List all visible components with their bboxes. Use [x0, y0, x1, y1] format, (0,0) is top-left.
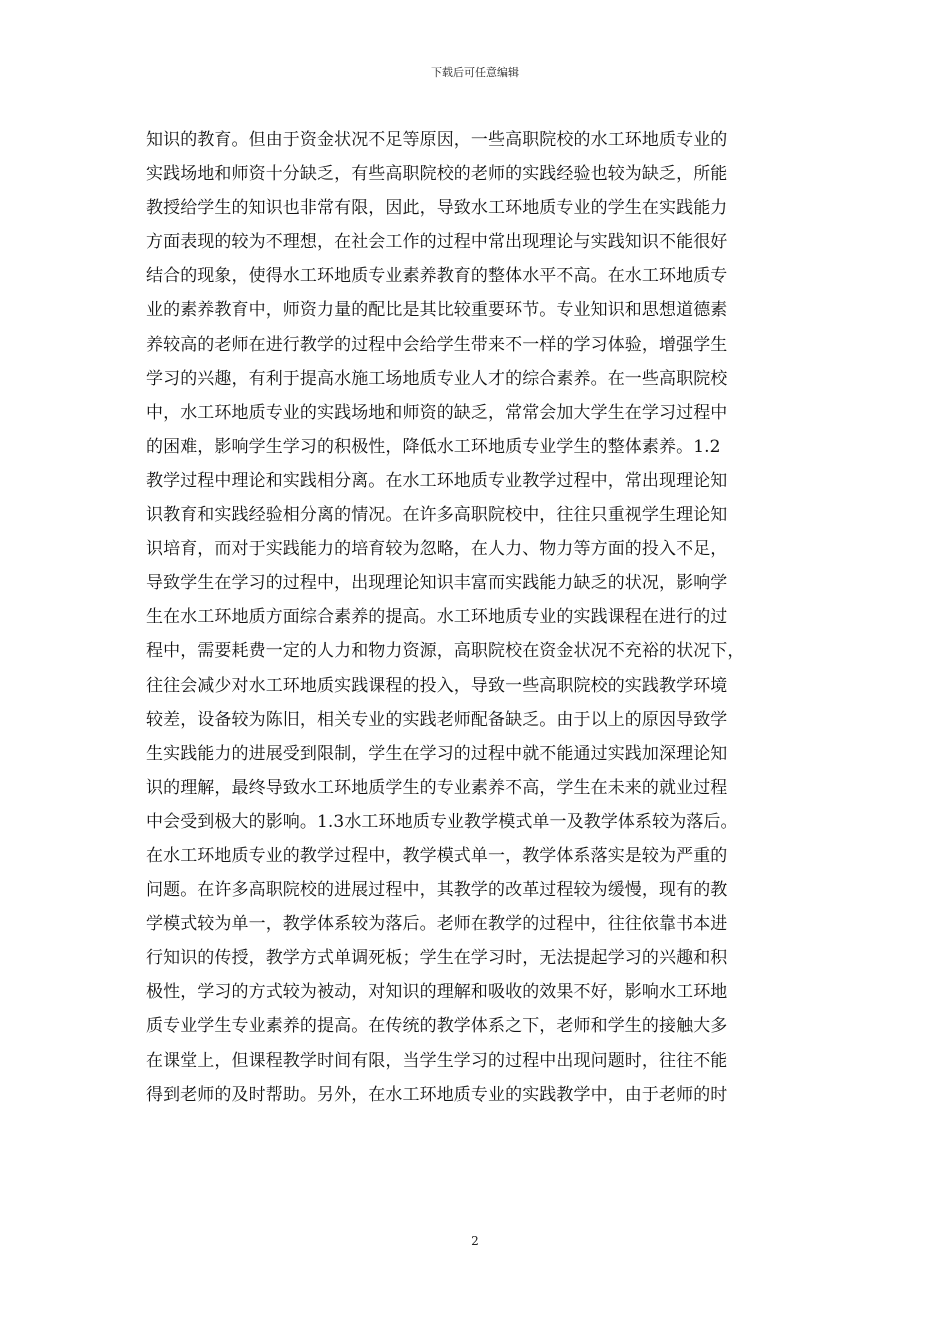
body-line: 实践场地和师资十分缺乏，有些高职院校的老师的实践经验也较为缺乏，所能: [146, 164, 728, 185]
body-line: 学模式较为单一，教学体系较为落后。老师在教学的过程中，往往依靠书本进: [146, 914, 728, 935]
body-line: 问题。在许多高职院校的进展过程中，其教学的改革过程较为缓慢，现有的教: [146, 880, 728, 901]
body-line: 方面表现的较为不理想，在社会工作的过程中常出现理论与实践知识不能很好: [146, 232, 728, 253]
body-line: 中，水工环地质专业的实践场地和师资的缺乏，常常会加大学生在学习过程中: [146, 402, 728, 423]
body-line: 生实践能力的进展受到限制，学生在学习的过程中就不能通过实践加深理论知: [146, 743, 728, 764]
body-line: 的困难，影响学生学习的积极性，降低水工环地质专业学生的整体素养。1.2: [146, 436, 721, 457]
body-line: 知识的教育。但由于资金状况不足等原因，一些高职院校的水工环地质专业的: [146, 130, 728, 150]
body-line: 在水工环地质专业的教学过程中，教学模式单一，教学体系落实是较为严重的: [146, 845, 728, 866]
body-line: 结合的现象，使得水工环地质专业素养教育的整体水平不高。在水工环地质专: [146, 266, 728, 287]
body-line: 养较高的老师在进行教学的过程中会给学生带来不一样的学习体验，增强学生: [146, 334, 728, 355]
body-line: 导致学生在学习的过程中，出现理论知识丰富而实践能力缺乏的状况，影响学: [146, 573, 728, 594]
body-line: 中会受到极大的影响。1.3水工环地质专业教学模式单一及教学体系较为落后。: [146, 811, 738, 832]
body-line: 较差，设备较为陈旧，相关专业的实践老师配备缺乏。由于以上的原因导致学: [146, 709, 728, 730]
body-line: 程中，需要耗费一定的人力和物力资源，高职院校在资金状况不充裕的状况下，: [146, 641, 745, 662]
body-line: 行知识的传授，教学方式单调死板；学生在学习时，无法提起学习的兴趣和积: [146, 948, 728, 969]
body-line: 极性，学习的方式较为被动，对知识的理解和吸收的效果不好，影响水工环地: [146, 982, 728, 1003]
body-line: 生在水工环地质方面综合素养的提高。水工环地质专业的实践课程在进行的过: [146, 607, 728, 628]
body-line: 识教育和实践经验相分离的情况。在许多高职院校中，往往只重视学生理论知: [146, 505, 728, 526]
document-body: [146, 123, 806, 1112]
page-number: 2: [471, 1234, 479, 1248]
body-line: 教授给学生的知识也非常有限，因此，导致水工环地质专业的学生在实践能力: [146, 198, 728, 219]
body-line: 业的素养教育中，师资力量的配比是其比较重要环节。专业知识和思想道德素: [146, 300, 728, 321]
body-line: 在课堂上，但课程教学时间有限，当学生学习的过程中出现问题时，往往不能: [146, 1050, 728, 1071]
body-line: 往往会减少对水工环地质实践课程的投入，导致一些高职院校的实践教学环境: [146, 675, 728, 696]
body-line: 得到老师的及时帮助。另外，在水工环地质专业的实践教学中，由于老师的时: [146, 1084, 728, 1105]
body-line: 教学过程中理论和实践相分离。在水工环地质专业教学过程中，常出现理论知: [146, 470, 728, 491]
body-line: 学习的兴趣，有利于提高水施工场地质专业人才的综合素养。在一些高职院校: [146, 368, 728, 389]
body-line: 质专业学生专业素养的提高。在传统的教学体系之下，老师和学生的接触大多: [146, 1016, 728, 1037]
body-line: 识的理解，最终导致水工环地质学生的专业素养不高，学生在未来的就业过程: [146, 777, 728, 798]
body-line: 识培育，而对于实践能力的培育较为忽略，在人力、物力等方面的投入不足，: [146, 539, 728, 560]
page-header: 下载后可任意编辑: [431, 66, 519, 79]
